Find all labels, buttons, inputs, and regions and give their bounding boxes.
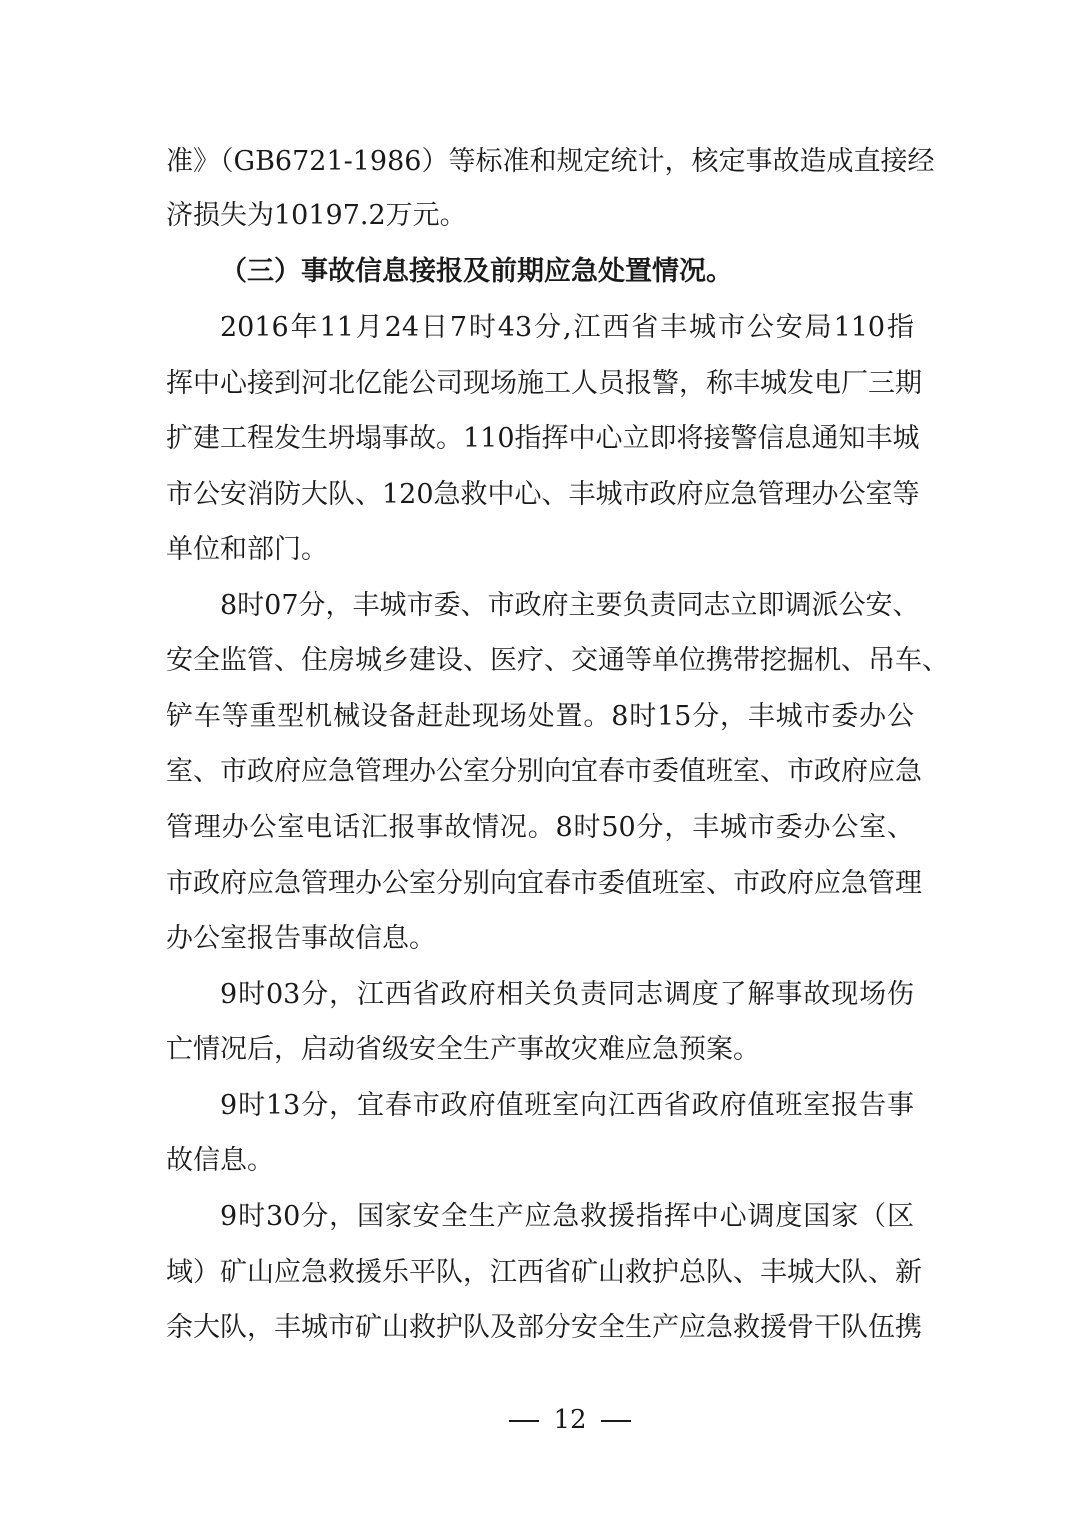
- body-line: 济损失为10197.2万元。: [166, 200, 467, 231]
- body-line: 扩建工程发生坍塌事故。110指挥中心立即将接警信息通知丰城: [166, 423, 920, 454]
- body-line: 准》（GB6721-1986）等标准和规定统计，核定事故造成直接经: [166, 146, 935, 177]
- body-line: 9时30分，国家安全生产应急救援指挥中心调度国家（区: [220, 1201, 914, 1232]
- body-line: 办公室报告事故信息。: [166, 923, 436, 954]
- section-heading: （三）事故信息接报及前期应急处置情况。: [220, 256, 733, 287]
- page-number-dash-right: [601, 1420, 631, 1422]
- body-line: 2016年11月24日7时43分,江西省丰城市公安局110指: [220, 312, 914, 343]
- body-line: 挥中心接到河北亿能公司现场施工人员报警，称丰城发电厂三期: [166, 368, 922, 399]
- body-line: 管理办公室电话汇报事故情况。8时50分，丰城市委办公室、: [166, 812, 914, 843]
- body-line: 铲车等重型机械设备赶赴现场处置。8时15分，丰城市委办公: [166, 701, 914, 732]
- body-line: 市政府应急管理办公室分别向宜春市委值班室、市政府应急管理: [166, 868, 922, 899]
- body-line: 域）矿山应急救援乐平队，江西省矿山救护总队、丰城大队、新: [166, 1257, 922, 1288]
- body-line: 8时07分，丰城市委、市政府主要负责同志立即调派公安、: [220, 590, 920, 621]
- body-line: 亡情况后，启动省级安全生产事故灾难应急预案。: [166, 1034, 760, 1065]
- body-line: 市公安消防大队、120急救中心、丰城市政府应急管理办公室等: [166, 479, 920, 510]
- body-line: 室、市政府应急管理办公室分别向宜春市委值班室、市政府应急: [166, 756, 922, 787]
- page-number: [490, 1400, 650, 1440]
- page-number-dash-left: [509, 1420, 539, 1422]
- page-number-value: 12: [553, 1405, 587, 1435]
- body-line: 单位和部门。: [166, 534, 328, 565]
- body-line: 9时03分，江西省政府相关负责同志调度了解事故现场伤: [220, 979, 914, 1010]
- body-line: 故信息。: [166, 1145, 274, 1176]
- body-line: 9时13分，宜春市政府值班室向江西省政府值班室报告事: [220, 1090, 914, 1121]
- body-line: 余大队，丰城市矿山救护队及部分安全生产应急救援骨干队伍携: [166, 1312, 922, 1343]
- body-line: 安全监管、住房城乡建设、医疗、交通等单位携带挖掘机、吊车、: [166, 645, 949, 676]
